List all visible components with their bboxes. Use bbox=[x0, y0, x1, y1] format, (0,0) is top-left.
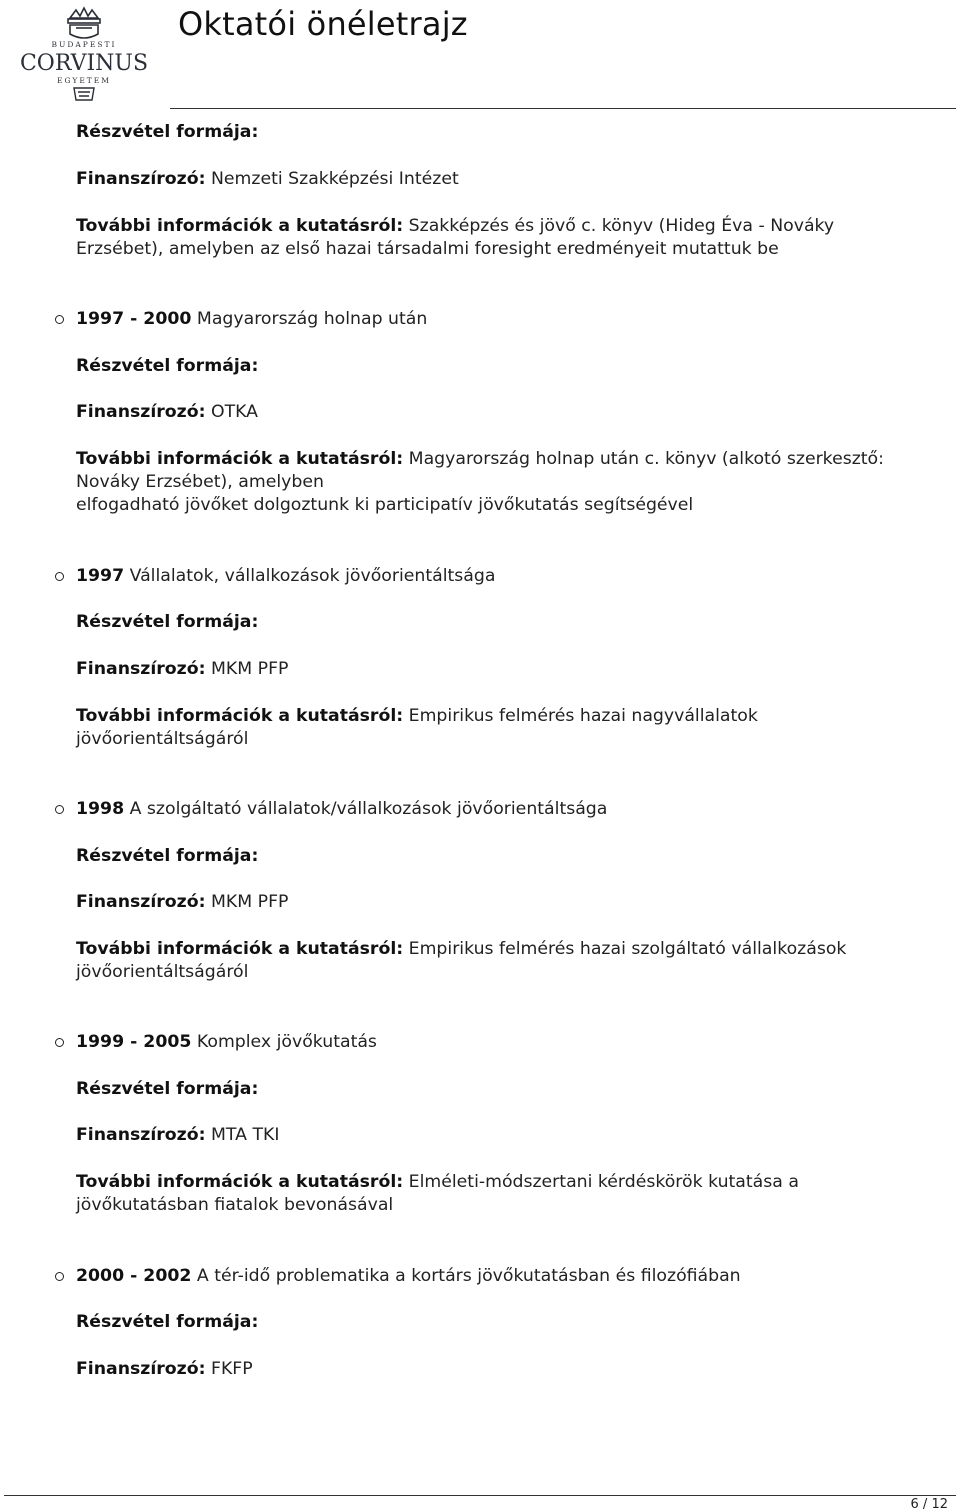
logo-top-text: BUDAPESTI bbox=[51, 40, 117, 49]
project-years: 1999 - 2005 bbox=[76, 1032, 192, 1052]
participation-label: Részvétel formája: bbox=[76, 846, 259, 866]
logo-bottom-text: EGYETEM bbox=[57, 76, 111, 85]
funder-value: FKFP bbox=[211, 1359, 253, 1379]
bullet-icon bbox=[55, 1038, 64, 1047]
funder-label: Finanszírozó: bbox=[76, 1359, 206, 1379]
logo-name-text: CORVINUS bbox=[19, 51, 149, 76]
project-title: A tér-idő problematika a kortárs jövőkutatásban és filozófiában bbox=[196, 1266, 741, 1286]
info-line bbox=[76, 705, 956, 728]
info-label: További információk a kutatásról: bbox=[76, 939, 404, 959]
project-heading bbox=[76, 565, 956, 588]
info-value: Magyarország holnap után c. könyv (alkotó szerkesztő: bbox=[408, 449, 884, 469]
funder-line bbox=[76, 658, 956, 681]
participation-label: Részvétel formája: bbox=[76, 1079, 259, 1099]
page-header bbox=[0, 0, 960, 110]
bullet-icon bbox=[55, 572, 64, 581]
project-title: Vállalatok, vállalkozások jövőorientáltsága bbox=[129, 566, 496, 586]
funder-value: Nemzeti Szakképzési Intézet bbox=[211, 169, 459, 189]
info-value: jövőorientáltságáról bbox=[76, 729, 249, 749]
info-value: Szakképzés és jövő c. könyv (Hideg Éva - Nováky bbox=[408, 216, 835, 236]
info-value: Elméleti-módszertani kérdéskörök kutatása a bbox=[408, 1172, 799, 1192]
corvinus-logo bbox=[4, 4, 164, 106]
funder-line bbox=[76, 1124, 956, 1147]
project-years: 1997 bbox=[76, 566, 125, 586]
info-value: Empirikus felmérés hazai szolgáltató vállalkozások bbox=[408, 939, 847, 959]
participation-label: Részvétel formája: bbox=[76, 1312, 259, 1332]
funder-value: MTA TKI bbox=[211, 1125, 280, 1145]
info-value: jövőkutatásban fiatalok bevonásával bbox=[76, 1195, 394, 1215]
info-value: jövőorientáltságáról bbox=[76, 962, 249, 982]
header-divider bbox=[170, 108, 956, 109]
funder-value: OTKA bbox=[211, 402, 259, 422]
project-title: Magyarország holnap után bbox=[196, 309, 428, 329]
project-title: Komplex jövőkutatás bbox=[196, 1032, 377, 1052]
participation-label: Részvétel formája: bbox=[76, 356, 259, 376]
info-value: Empirikus felmérés hazai nagyvállalatok bbox=[408, 706, 758, 726]
info-value: Erzsébet), amelyben az első hazai társadalmi foresight eredményeit mutattuk be bbox=[76, 239, 779, 259]
info-line bbox=[76, 938, 956, 961]
info-value: Nováky Erzsébet), amelyben bbox=[76, 472, 324, 492]
funder-label: Finanszírozó: bbox=[76, 1125, 206, 1145]
funder-label: Finanszírozó: bbox=[76, 402, 206, 422]
project-years: 2000 - 2002 bbox=[76, 1266, 192, 1286]
info-label: További információk a kutatásról: bbox=[76, 449, 404, 469]
document-title: Oktatói önéletrajz bbox=[178, 5, 468, 43]
bullet-icon bbox=[55, 1272, 64, 1281]
funder-label: Finanszírozó: bbox=[76, 892, 206, 912]
funder-line bbox=[76, 1358, 956, 1381]
page-number: 6 / 12 bbox=[910, 1497, 948, 1512]
project-heading bbox=[76, 1031, 956, 1054]
info-value: elfogadható jövőket dolgoztunk ki participatív jövőkutatás segítségével bbox=[76, 495, 694, 515]
bullet-icon bbox=[55, 805, 64, 814]
funder-line bbox=[76, 891, 956, 914]
funder-value: MKM PFP bbox=[211, 659, 289, 679]
footer-divider bbox=[4, 1495, 956, 1496]
project-heading bbox=[76, 798, 956, 821]
info-line bbox=[76, 448, 956, 471]
bullet-icon bbox=[55, 315, 64, 324]
project-heading bbox=[76, 308, 956, 331]
project-years: 1997 - 2000 bbox=[76, 309, 192, 329]
info-line bbox=[76, 215, 956, 238]
info-line bbox=[76, 1171, 956, 1194]
info-label: További információk a kutatásról: bbox=[76, 706, 404, 726]
funder-line bbox=[76, 401, 956, 424]
project-heading bbox=[76, 1265, 956, 1288]
project-title: A szolgáltató vállalatok/vállalkozások jövőorientáltsága bbox=[129, 799, 608, 819]
funder-label: Finanszírozó: bbox=[76, 169, 206, 189]
participation-label: Részvétel formája: bbox=[76, 612, 259, 632]
funder-label: Finanszírozó: bbox=[76, 659, 206, 679]
funder-value: MKM PFP bbox=[211, 892, 289, 912]
participation-label: Részvétel formája: bbox=[76, 122, 259, 142]
funder-line bbox=[76, 168, 956, 191]
project-years: 1998 bbox=[76, 799, 125, 819]
info-label: További információk a kutatásról: bbox=[76, 1172, 404, 1192]
info-label: További információk a kutatásról: bbox=[76, 216, 404, 236]
